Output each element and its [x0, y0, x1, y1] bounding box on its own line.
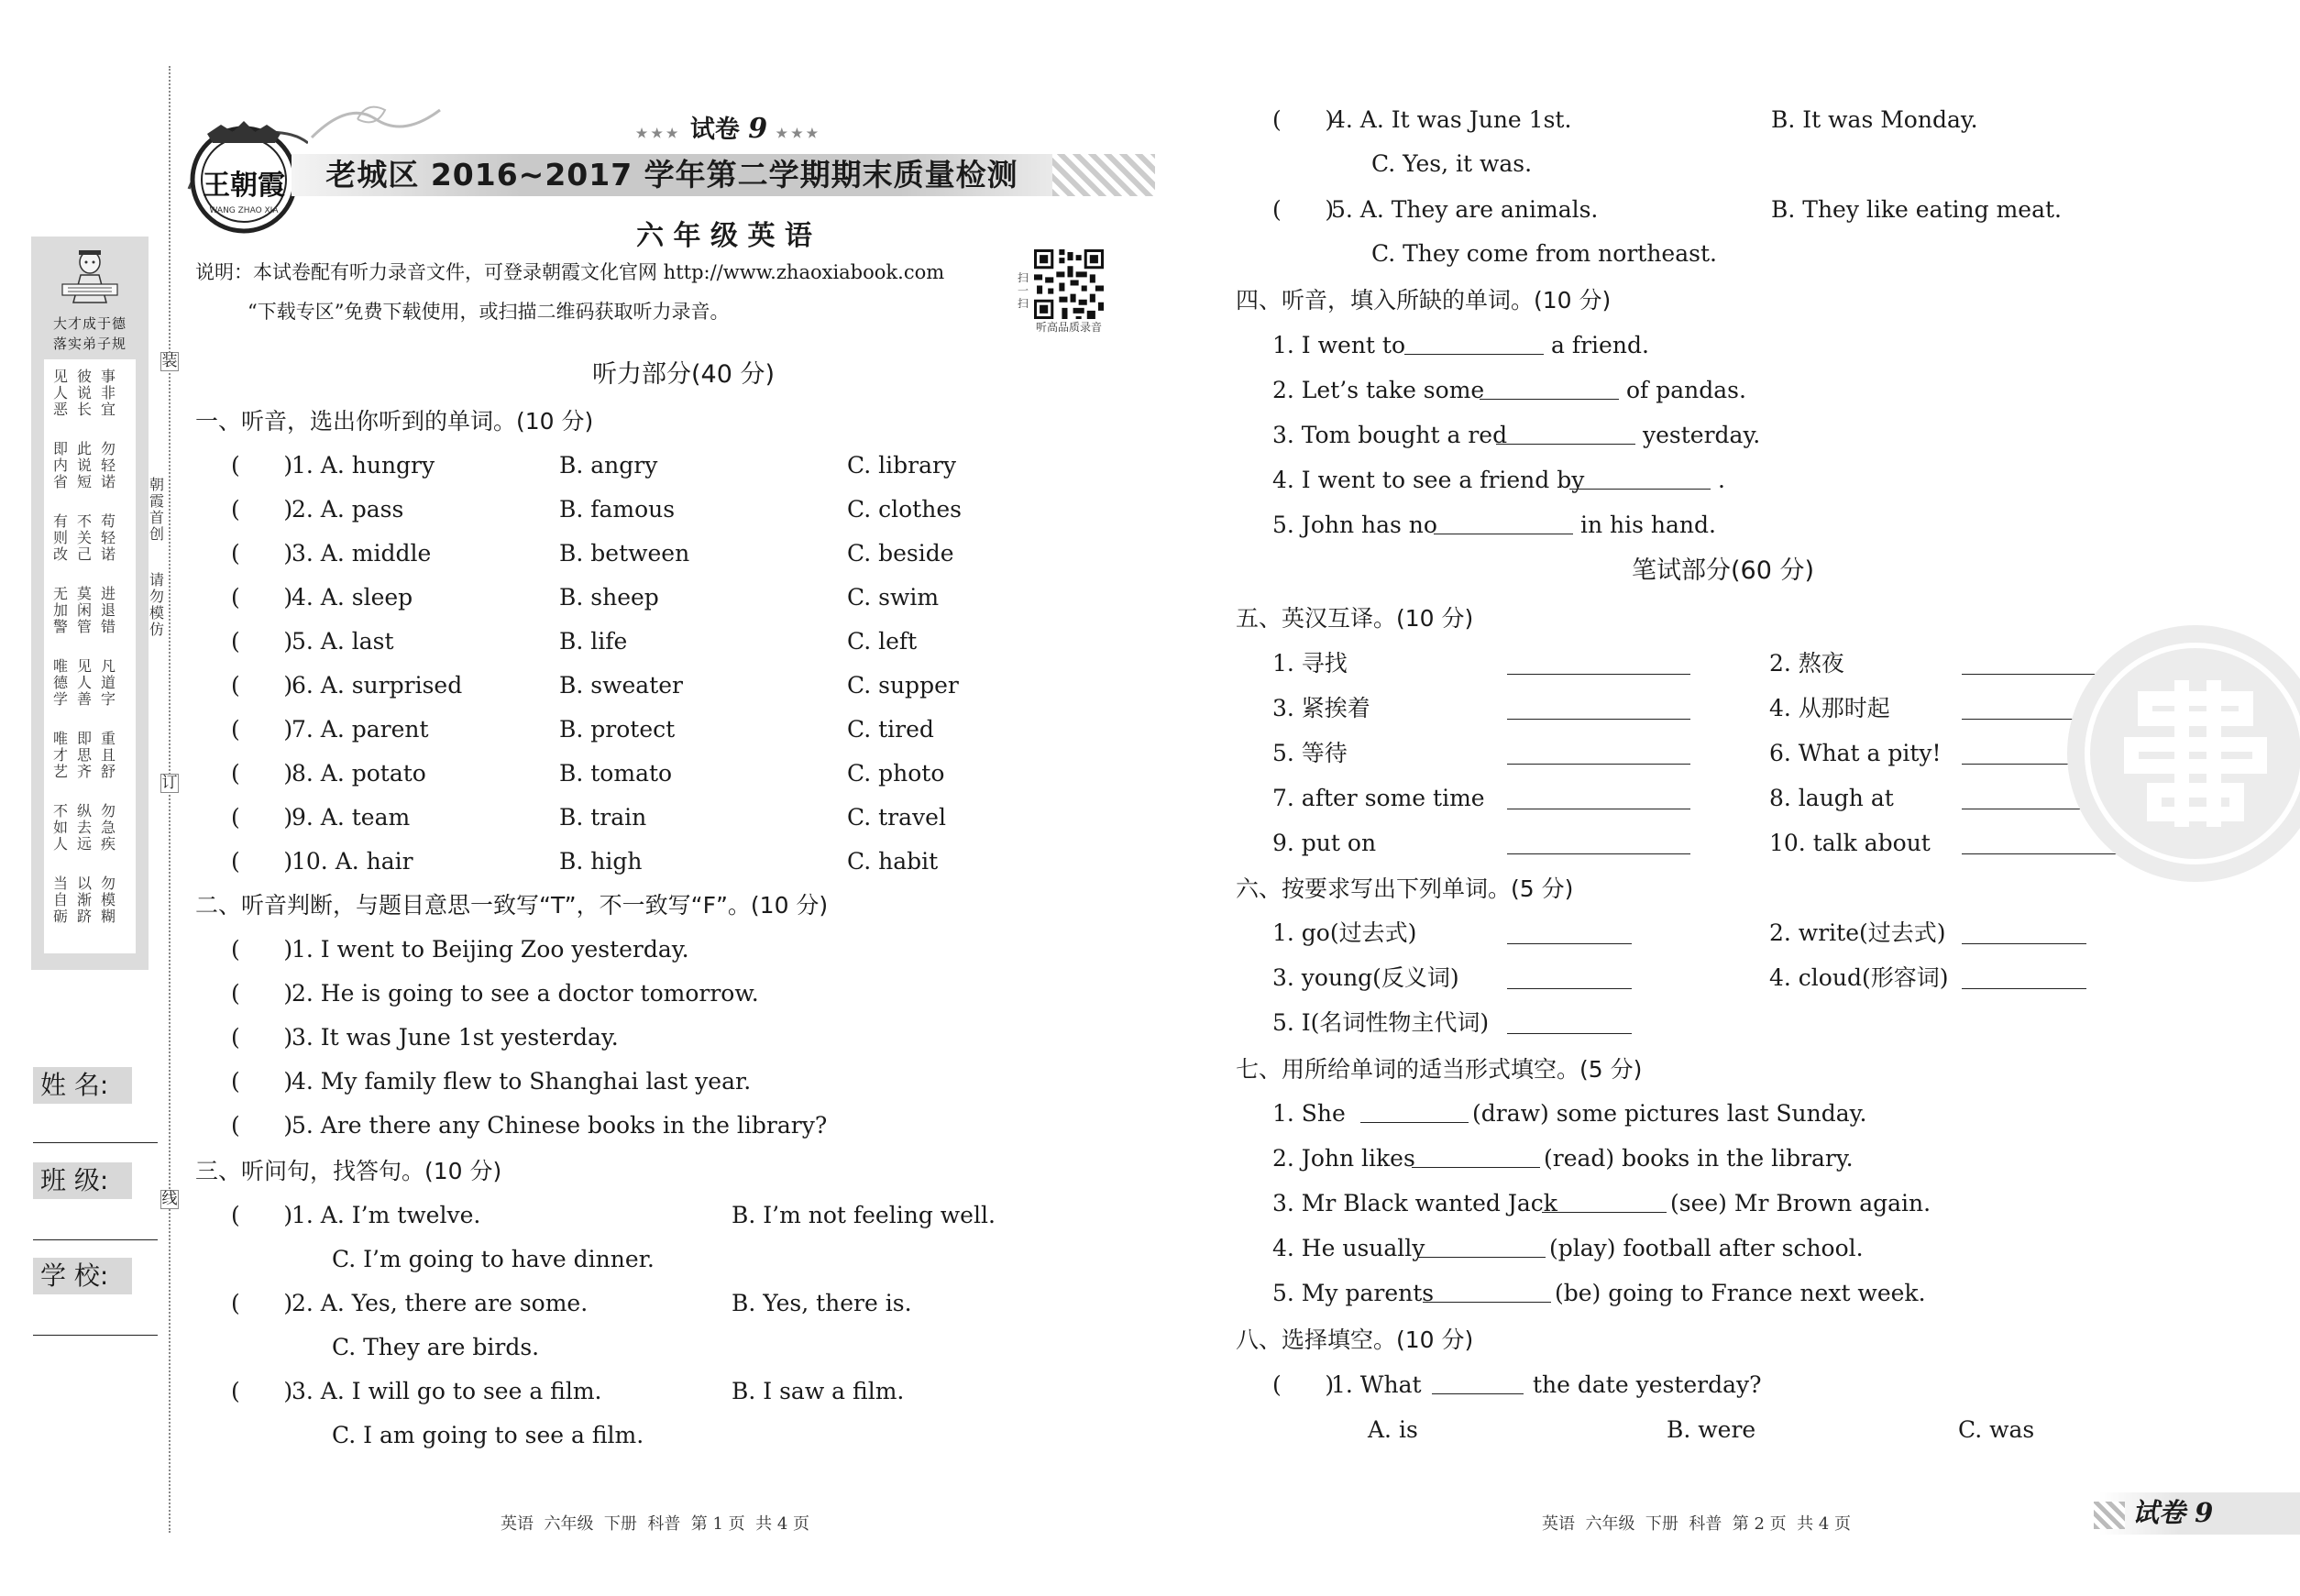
part7-answer-blank[interactable] [1412, 1167, 1540, 1168]
part1-option-c: C. beside [847, 540, 954, 567]
fold-mark-3: 线 [161, 1190, 178, 1208]
part8-q1-option-a: A. is [1368, 1416, 1418, 1443]
paper-badge [623, 114, 834, 149]
part8-q1-pre: 1. What [1331, 1371, 1422, 1398]
svg-text:WANG ZHAO XIA: WANG ZHAO XIA [209, 206, 279, 215]
seal-text-1: 朝霞首创 [149, 476, 164, 543]
part2-statement: 1. I went to Beijing Zoo yesterday. [292, 936, 689, 963]
motto-line-2: 落实弟子规 [52, 336, 127, 352]
part6-answer-blank[interactable] [1962, 943, 2086, 944]
part1-option-a: 9. A. team [292, 804, 411, 831]
part5-answer-blank[interactable] [1507, 853, 1690, 854]
subject-title: 六 年 级 英 语 [636, 220, 812, 252]
part6-word: 4. cloud(形容词) [1769, 964, 1949, 991]
part3-option-b: B. They like eating meat. [1771, 196, 2062, 223]
part5-term: 7. after some time [1272, 785, 1485, 811]
part1-option-c: C. swim [847, 584, 940, 611]
part1-option-a: 2. A. pass [292, 496, 404, 523]
part1-option-c: C. habit [847, 848, 939, 875]
part1-answer-paren[interactable]: ( ) [231, 672, 293, 699]
part2-answer-paren[interactable]: ( ) [231, 980, 293, 1007]
part8-q1-post: the date yesterday? [1533, 1371, 1762, 1398]
part1-option-a: 4. A. sleep [292, 584, 413, 611]
part1-title: 一、听音，选出你听到的单词。(10 分) [195, 408, 594, 435]
fold-mark-2: 订 [161, 774, 178, 792]
part5-title: 五、英汉互译。(10 分) [1236, 605, 1474, 632]
part2-answer-paren[interactable]: ( ) [231, 1024, 293, 1051]
part4-answer-blank[interactable] [1480, 399, 1619, 400]
part3-option-b: B. It was Monday. [1771, 106, 1978, 133]
part1-answer-paren[interactable]: ( ) [231, 804, 293, 831]
part3-option-a: 1. A. I’m twelve. [292, 1202, 481, 1228]
part1-option-a: 6. A. surprised [292, 672, 463, 699]
part1-option-c: C. tired [847, 716, 934, 743]
verse-column: 重且舒 [101, 730, 116, 780]
verse-column: 进退错 [101, 585, 116, 635]
part2-title: 二、听音判断，与题目意思一致写“T”，不一致写“F”。(10 分) [195, 892, 829, 919]
part1-option-b: B. life [559, 628, 628, 655]
part6-answer-blank[interactable] [1507, 988, 1632, 989]
part5-term: 8. laugh at [1769, 785, 1894, 811]
part1-option-c: C. library [847, 452, 957, 479]
badge-label: 试卷 [689, 116, 740, 144]
part8-q1-option-b: B. were [1667, 1416, 1756, 1443]
part6-word: 3. young(反义词) [1272, 964, 1459, 991]
part5-answer-blank[interactable] [1507, 719, 1690, 720]
verse-column: 即内省 [53, 440, 69, 490]
part1-option-b: B. sweater [559, 672, 683, 699]
part1-option-a: 1. A. hungry [292, 452, 435, 479]
badge-number: 9 [748, 113, 768, 145]
part3-answer-paren[interactable]: ( ) [231, 1202, 293, 1228]
part5-term: 9. put on [1272, 830, 1377, 856]
seal-text-2: 请勿模仿 [149, 571, 164, 638]
verse-column: 莫闲管 [77, 585, 93, 635]
part1-answer-paren[interactable]: ( ) [231, 584, 293, 611]
badge-stars-right: ★★★ [776, 127, 822, 141]
note-line-1: 说明：本试卷配有听力录音文件，可登录朝霞文化官网 http://www.zhaoxiabook.com [195, 261, 945, 283]
part7-answer-blank[interactable] [1360, 1122, 1469, 1123]
part1-answer-paren[interactable]: ( ) [231, 760, 293, 787]
part2-answer-paren[interactable]: ( ) [231, 1068, 293, 1095]
part6-answer-blank[interactable] [1507, 943, 1632, 944]
part1-option-c: C. photo [847, 760, 945, 787]
part3-answer-paren[interactable]: ( ) [1272, 106, 1335, 133]
part1-answer-paren[interactable]: ( ) [231, 628, 293, 655]
part5-term: 2. 熬夜 [1769, 650, 1844, 677]
part2-answer-paren[interactable]: ( ) [231, 936, 293, 963]
part1-option-b: B. high [559, 848, 643, 875]
verse-column: 以渐跻 [77, 875, 93, 925]
part4-sentence-end: in his hand. [1580, 512, 1716, 538]
part7-title: 七、用所给单词的适当形式填空。(5 分) [1236, 1056, 1643, 1083]
part1-answer-paren[interactable]: ( ) [231, 540, 293, 567]
part3-option-b: B. Yes, there is. [732, 1290, 912, 1316]
verse-column: 唯才艺 [53, 730, 69, 780]
verse-column: 此说短 [77, 440, 93, 490]
field-name-input[interactable] [33, 1142, 158, 1143]
part5-answer-blank[interactable] [1507, 674, 1690, 675]
corner-badge: 试卷 9 [2132, 1497, 2214, 1528]
part4-sentence-end: a friend. [1551, 332, 1649, 358]
part1-option-b: B. angry [559, 452, 658, 479]
verse-column: 无加警 [53, 585, 69, 635]
part3-title: 三、听问句，找答句。(10 分) [195, 1158, 502, 1184]
part4-sentence-start: 5. John has no [1272, 512, 1437, 538]
part1-option-a: 3. A. middle [292, 540, 432, 567]
part8-title: 八、选择填空。(10 分) [1236, 1326, 1474, 1353]
exam-title: 老城区 2016~2017 学年第二学期期末质量检测 [325, 157, 1018, 193]
part3-option-b: B. I’m not feeling well. [732, 1202, 996, 1228]
part3-option-c: C. They are birds. [332, 1334, 540, 1360]
part1-option-b: B. train [559, 804, 647, 831]
part7-answer-blank[interactable] [1417, 1257, 1546, 1258]
verse-column: 有则改 [53, 512, 69, 563]
part3-option-c: C. I am going to see a film. [332, 1422, 644, 1448]
verse-column: 见人恶 [53, 368, 69, 418]
verse-column: 不关己 [77, 512, 93, 563]
fold-mark-1: 装 [161, 352, 178, 370]
verse-column: 唯德学 [53, 657, 69, 708]
part1-option-c: C. supper [847, 672, 959, 699]
field-name-label: 姓 名: [33, 1067, 132, 1104]
part2-answer-paren[interactable]: ( ) [231, 1112, 293, 1139]
part3-option-c: C. Yes, it was. [1371, 150, 1533, 177]
part1-option-c: C. left [847, 628, 918, 655]
part7-sentence-end: (be) going to France next week. [1555, 1280, 1926, 1306]
part7-sentence-end: (draw) some pictures last Sunday. [1472, 1100, 1867, 1127]
footer-left: 英语 六年级 下册 科普 第 1 页 共 4 页 [501, 1514, 810, 1534]
part8-q1-option-c: C. was [1958, 1416, 2035, 1443]
field-school-label: 学 校: [33, 1258, 132, 1294]
part1-answer-paren[interactable]: ( ) [231, 452, 293, 479]
badge-stars-left: ★★★ [635, 127, 682, 141]
part1-option-c: C. clothes [847, 496, 962, 523]
part1-option-b: B. protect [559, 716, 676, 743]
part1-option-c: C. travel [847, 804, 946, 831]
part6-word: 5. I(名词性物主代词) [1272, 1009, 1490, 1036]
part3-option-c: C. I’m going to have dinner. [332, 1246, 655, 1272]
field-school-input[interactable] [33, 1335, 158, 1336]
part1-answer-paren[interactable]: ( ) [231, 716, 293, 743]
verse-column: 当自砺 [53, 875, 69, 925]
dotted-fold-line [169, 66, 171, 1533]
verse-column: 勿轻诺 [101, 440, 116, 490]
qr-side-text: 扫一扫 [1018, 271, 1029, 310]
verse-column: 凡道字 [101, 657, 116, 708]
part5-answer-blank[interactable] [1507, 764, 1690, 765]
verse-column: 见人善 [77, 657, 93, 708]
part3-option-c: C. They come from northeast. [1371, 240, 1717, 267]
verse-column: 勿急疾 [101, 802, 116, 853]
corner-checker [2094, 1502, 2125, 1529]
part3-answer-paren[interactable]: ( ) [231, 1290, 293, 1316]
part3-answer-paren[interactable]: ( ) [231, 1378, 293, 1404]
qr-code-icon[interactable] [1034, 249, 1104, 319]
logo-text: 王朝霞 [203, 170, 285, 202]
note-line-2: “下载专区”免费下载使用，或扫描二维码获取听力录音。 [248, 301, 730, 323]
part1-option-b: B. tomato [559, 760, 673, 787]
part1-option-b: B. sheep [559, 584, 659, 611]
field-class-label: 班 级: [33, 1162, 132, 1199]
part1-option-a: 10. A. hair [292, 848, 413, 875]
part4-sentence-start: 4. I went to see a friend by [1272, 467, 1585, 493]
part4-answer-blank[interactable] [1496, 444, 1635, 445]
part7-sentence-end: (play) football after school. [1549, 1235, 1864, 1261]
part5-term: 4. 从那时起 [1769, 695, 1890, 721]
part1-option-a: 8. A. potato [292, 760, 426, 787]
verse-column: 即思齐 [77, 730, 93, 780]
part3-option-a: 5. A. They are animals. [1331, 196, 1599, 223]
part6-answer-blank[interactable] [1507, 1033, 1632, 1034]
part2-statement: 4. My family flew to Shanghai last year. [292, 1068, 752, 1095]
footer-right: 英语 六年级 下册 科普 第 2 页 共 4 页 [1542, 1514, 1852, 1534]
part4-title: 四、听音，填入所缺的单词。(10 分) [1236, 287, 1612, 314]
part7-sentence-start: 2. John likes [1272, 1145, 1415, 1172]
verse-column: 不如人 [53, 802, 69, 853]
motto-line-1: 大才成于德 [52, 315, 127, 332]
part6-title: 六、按要求写出下列单词。(5 分) [1236, 875, 1574, 902]
part5-term: 3. 紧挨着 [1272, 695, 1370, 721]
logo-seal [180, 106, 308, 244]
verse-column: 苟轻诺 [101, 512, 116, 563]
part1-answer-paren[interactable]: ( ) [231, 496, 293, 523]
part5-term: 5. 等待 [1272, 740, 1348, 766]
part2-statement: 3. It was June 1st yesterday. [292, 1024, 619, 1051]
part8-q1-answer-paren[interactable]: ( ) [1272, 1371, 1335, 1398]
part7-answer-blank[interactable] [1542, 1212, 1667, 1213]
part7-sentence-start: 5. My parents [1272, 1280, 1435, 1306]
part1-option-a: 7. A. parent [292, 716, 429, 743]
part7-sentence-end: (see) Mr Brown again. [1670, 1190, 1931, 1216]
part4-sentence-start: 3. Tom bought a red [1272, 422, 1508, 448]
part4-sentence-end: of pandas. [1626, 377, 1746, 403]
verse-column: 纵去远 [77, 802, 93, 853]
part5-term: 1. 寻找 [1272, 650, 1348, 677]
qr-caption: 听高品质录音 [1035, 321, 1102, 334]
part3-option-a: 4. A. It was June 1st. [1331, 106, 1572, 133]
verse-column: 勿模糊 [101, 875, 116, 925]
field-class-input[interactable] [33, 1239, 158, 1240]
watermark-seal [2044, 616, 2300, 891]
part1-option-b: B. famous [559, 496, 676, 523]
part3-answer-paren[interactable]: ( ) [1272, 196, 1335, 223]
listening-header: 听力部分(40 分) [592, 360, 776, 389]
part4-sentence-start: 1. I went to [1272, 332, 1406, 358]
part2-statement: 2. He is going to see a doctor tomorrow. [292, 980, 759, 1007]
part3-option-b: B. I saw a film. [732, 1378, 905, 1404]
writing-header: 笔试部分(60 分) [1632, 556, 1815, 585]
part7-answer-blank[interactable] [1423, 1302, 1551, 1303]
part1-option-b: B. between [559, 540, 690, 567]
scholar-figure [57, 248, 123, 306]
part7-sentence-start: 4. He usually [1272, 1235, 1425, 1261]
part6-answer-blank[interactable] [1962, 988, 2086, 989]
part7-sentence-start: 3. Mr Black wanted Jack [1272, 1190, 1557, 1216]
part1-answer-paren[interactable]: ( ) [231, 848, 293, 875]
part7-sentence-end: (read) books in the library. [1544, 1145, 1854, 1172]
verse-column: 事非宜 [101, 368, 116, 418]
verse-column: 彼说长 [77, 368, 93, 418]
part4-answer-blank[interactable] [1404, 354, 1544, 355]
part6-word: 2. write(过去式) [1769, 919, 1946, 946]
part4-answer-blank[interactable] [1569, 489, 1711, 490]
part5-term: 10. talk about [1769, 830, 1931, 856]
part6-word: 1. go(过去式) [1272, 919, 1417, 946]
part3-option-a: 3. A. I will go to see a film. [292, 1378, 602, 1404]
part3-option-a: 2. A. Yes, there are some. [292, 1290, 589, 1316]
part4-sentence-end: yesterday. [1643, 422, 1761, 448]
part4-sentence-start: 2. Let’s take some [1272, 377, 1485, 403]
part5-term: 6. What a pity! [1769, 740, 1942, 766]
part1-option-a: 5. A. last [292, 628, 394, 655]
banner-checker [1052, 154, 1155, 196]
part7-sentence-start: 1. She [1272, 1100, 1346, 1127]
part4-sentence-end: . [1718, 467, 1725, 493]
ribbon-decoration [303, 101, 449, 156]
part2-statement: 5. Are there any Chinese books in the library? [292, 1112, 828, 1139]
part8-q1-blank[interactable] [1432, 1393, 1524, 1394]
